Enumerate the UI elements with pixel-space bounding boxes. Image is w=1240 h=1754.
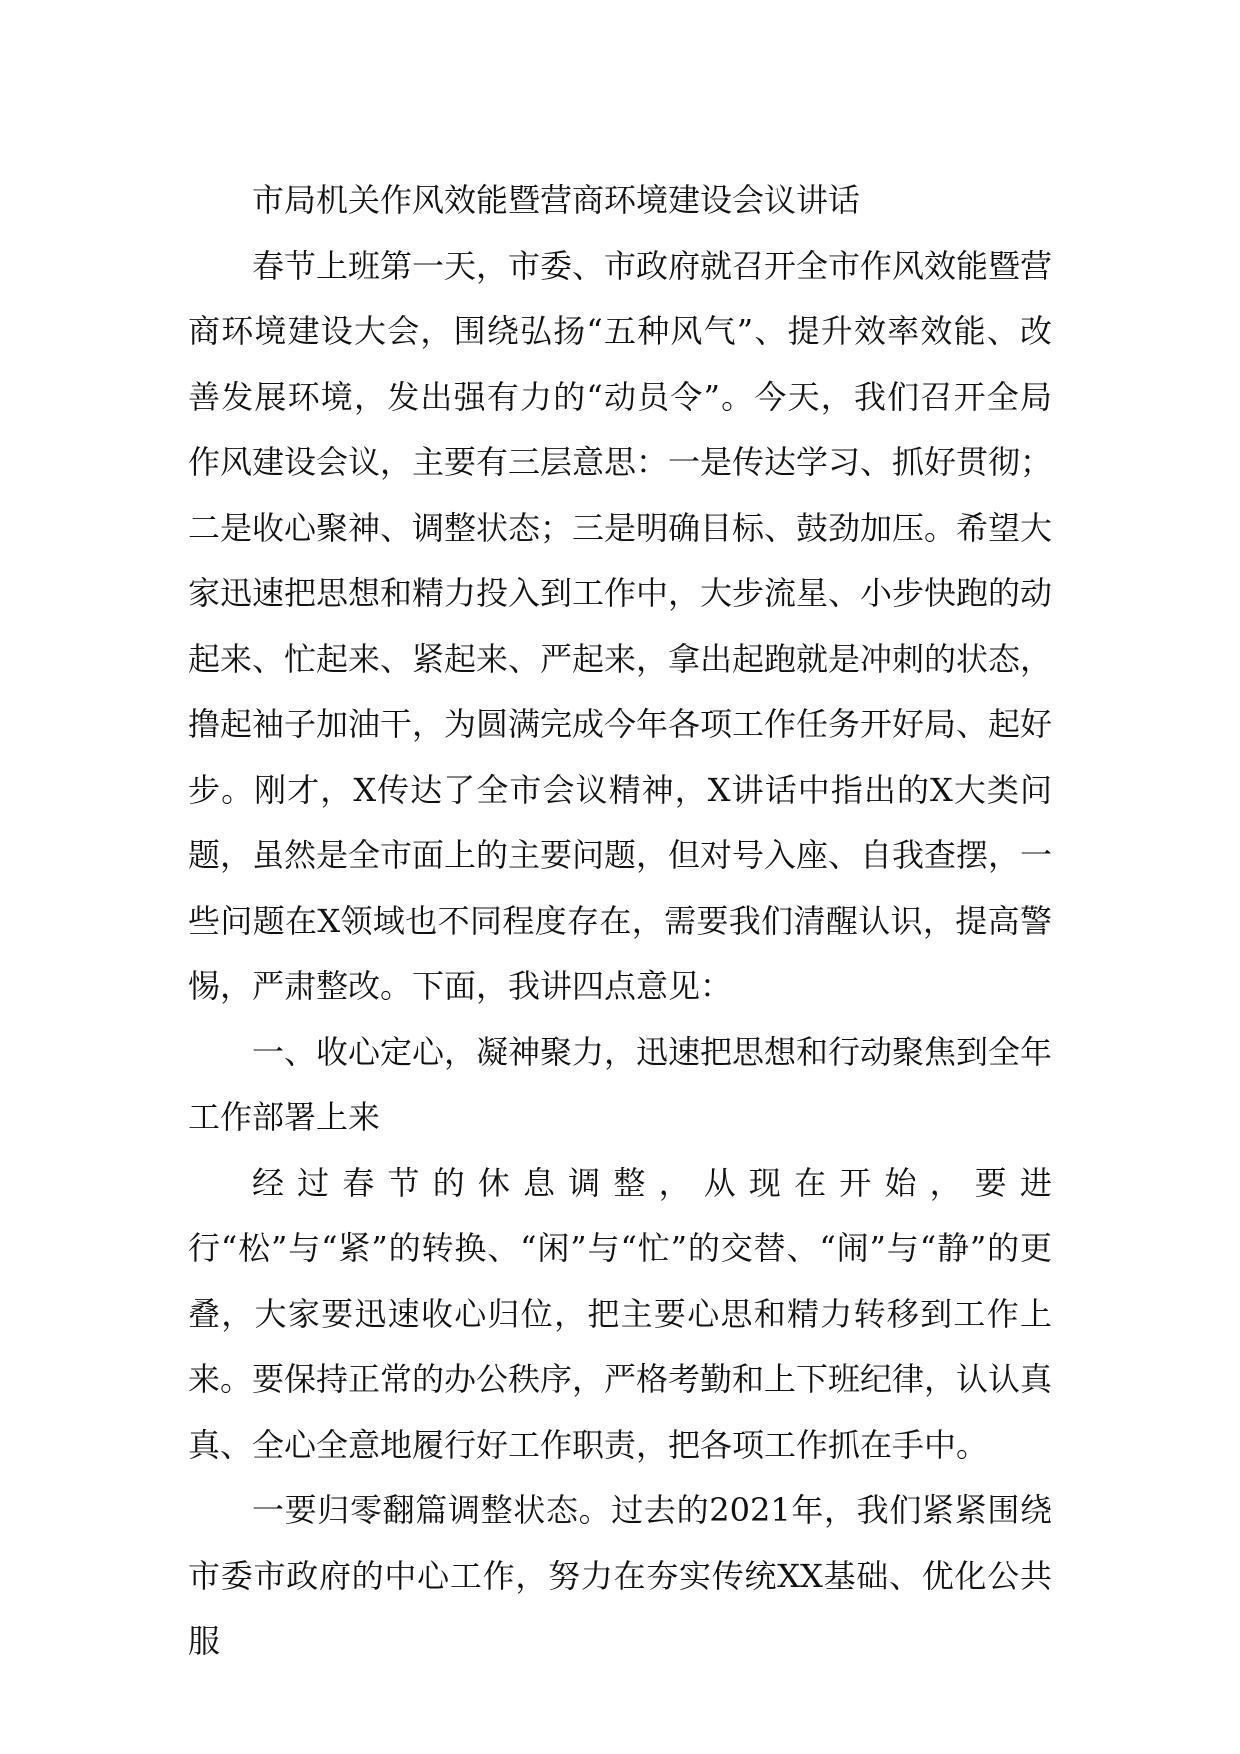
document-title: 市局机关作风效能暨营商环境建设会议讲话 bbox=[252, 181, 861, 219]
paragraph-section-1: 经过春节的休息调整，从现在开始，要进行“松”与“紧”的转换、“闲”与“忙”的交替、“闹”与“静”的更叠，大家要迅速收心归位，把主要心思和精力转移到工作上来。要保持正常的办公秩序，严格考勤和上下班纪律，认认真真、全心全意地履行好工作职责，把各项工作抓在手中。 bbox=[188, 1163, 1053, 1464]
paragraph-point-1: 一要归零翻篇调整状态。过去的2021年，我们紧紧围绕市委市政府的中心工作，努力在夯实传统XX基础、优化公共服 bbox=[188, 1491, 1052, 1660]
section-heading-1: 一、收心定心，凝神聚力，迅速把思想和行动聚焦到全年工作部署上来 bbox=[188, 1032, 1053, 1136]
paragraph-intro: 春节上班第一天，市委、市政府就召开全市作风效能暨营商环境建设大会，围绕弘扬“五种风气”、提升效率效能、改善发展环境，发出强有力的“动员令”。今天，我们召开全局作风建设会议，主要有三层意思：一是传达学习、抓好贯彻；二是收心聚神、调整状态；三是明确目标、鼓劲加压。希望大家迅速把思想和精力投入到工作中，大步流星、小步快跑的动起来、忙起来、紧起来、严起来，拿出起跑就是冲刺的状态，撸起袖子加油干，为圆满完成今年各项工作任务开好局、起好步。刚才，X传达了全市会议精神，X讲话中指出的X大类问题，虽然是全市面上的主要问题，但对号入座、自我查摆，一些问题在X领域也不同程度存在，需要我们清醒认识，提高警惕，严肃整改。下面，我讲四点意见： bbox=[188, 246, 1053, 1005]
document-body bbox=[188, 168, 1052, 1675]
